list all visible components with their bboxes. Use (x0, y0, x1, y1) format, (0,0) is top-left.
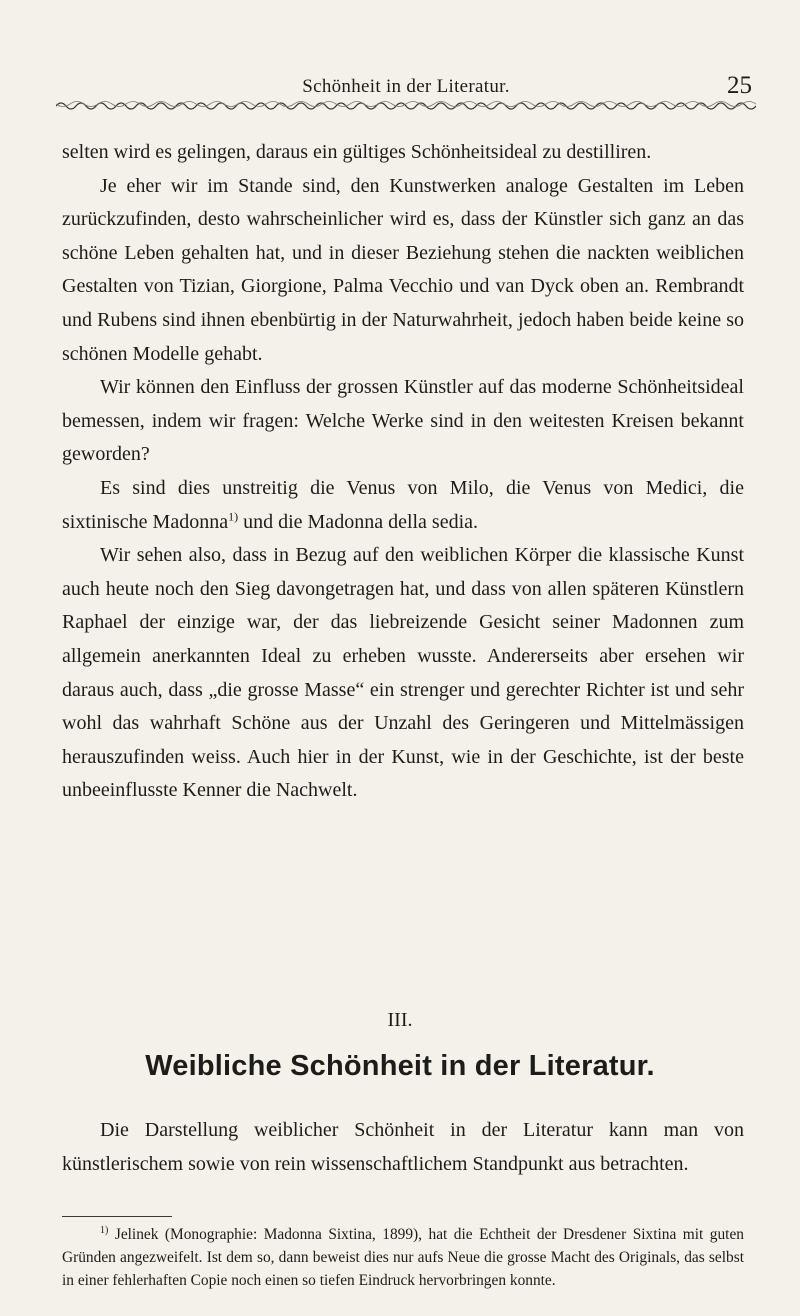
paragraph-4-before-note: Es sind dies unstreitig die Venus von Milo, die Venus von Medici, die sixtinische Madonna (62, 476, 744, 533)
paragraph-2: Je eher wir im Stande sind, den Kunstwerken analoge Gestalten im Leben zurückzufinden, desto wahrscheinlicher wird es, dass der Künstler sich ganz an das schöne Leben gehalten hat, und in dieser Beziehung stehen die nackten weiblichen Gestalten von Tizian, Giorgione, Palma Vecchio und van Dyck oben an. Rembrandt und Rubens sind ihnen ebenbürtig in der Naturwahrheit, jedoch haben beide keine so schönen Modelle gehabt. (62, 174, 744, 365)
page-number: 25 (727, 72, 752, 99)
wavy-ornament-rule (56, 98, 756, 112)
paragraph-4 (62, 472, 744, 539)
footnote-reference: 1) (228, 508, 239, 523)
footnote-marker: 1) (100, 1224, 109, 1236)
chapter-paragraph-1: Die Darstellung weiblicher Schönheit in der Literatur kann man von künstlerischem sowie von rein wissenschaftlichem Standpunkt aus betrachten. (62, 1119, 744, 1175)
chapter-title: Weibliche Schönheit in der Literatur. (145, 1050, 655, 1082)
body-text (62, 136, 744, 808)
paragraph-3: Wir können den Einfluss der grossen Künstler auf das moderne Schönheitsideal bemessen, indem wir fragen: Welche Werke sind in den weitesten Kreisen bekannt geworden? (62, 376, 744, 466)
chapter-text (62, 1114, 744, 1181)
footnote-text: Jelinek (Monographie: Madonna Sixtina, 1899), hat die Echtheit der Dresdener Sixtina mit guten Gründen angezweifelt. Ist dem so, dann beweist dies nur aufs Neue die grosse Macht des Originals, das selbst in einer fehlerhaften Copie noch einen so tiefen Eindruck hervorbringen konnte. (62, 1226, 744, 1290)
footnote (62, 1223, 744, 1293)
paragraph-4-after-note: und die Madonna della sedia. (243, 510, 479, 533)
footnote-divider (62, 1216, 172, 1217)
paragraph-1: selten wird es gelingen, daraus ein gültiges Schönheitsideal zu destilliren. (62, 141, 652, 163)
chapter-number: III. (387, 1009, 413, 1031)
paragraph-5: Wir sehen also, dass in Bezug auf den weiblichen Körper die klassische Kunst auch heute noch den Sieg davongetragen hat, und dass von allen späteren Künstlern Raphael der einzige war, der das liebreizende Gesicht seiner Madonnen zum allgemein anerkannten Ideal zu erheben wusste. Andererseits aber ersehen wir daraus auch, dass „die grosse Masse“ ein strenger und gerechter Richter ist und sehr wohl das wahrhaft Schöne aus der Unzahl des Geringeren und Mittelmässigen herauszufinden weiss. Auch hier in der Kunst, wie in der Geschichte, ist der beste unbeeinflusste Kenner die Nachwelt. (62, 544, 744, 802)
running-head (60, 72, 752, 100)
footnote-paragraph (62, 1223, 744, 1293)
running-title: Schönheit in der Literatur. (302, 76, 510, 97)
